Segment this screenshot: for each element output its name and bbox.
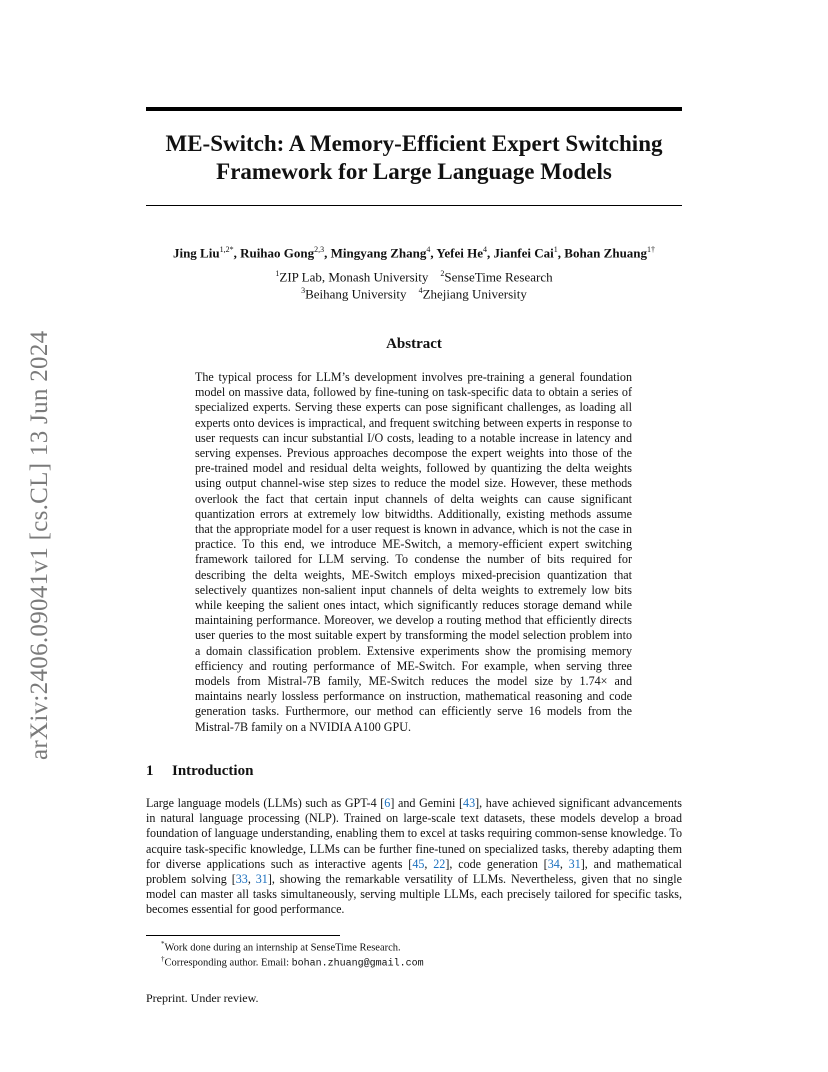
footnote-mark: † [161, 955, 165, 963]
citation-link[interactable]: 6 [384, 796, 391, 810]
citation-link[interactable]: 45 [412, 856, 425, 871]
author-list: Jing Liu$^{1,2*}$, Ruihao Gong$^{2,3}$, Mingyang Zhang$^4$, Yefei He$^4$, Jianfei Cai$^1$, Bohan Zhuang$^{1\dagger}$ [172, 245, 656, 261]
paper-title [146, 130, 682, 186]
citation-link[interactable]: 33 [235, 872, 248, 887]
title-line-2: Framework for Large Language Models [216, 159, 612, 184]
title-line-1: ME-Switch: A Memory-Efficient Expert Switching [165, 131, 663, 156]
section-title: Introduction [172, 763, 254, 779]
author-name: Jing Liu [172, 245, 220, 261]
arxiv-identifier-stamp: arXiv:2406.09041v1 [cs.CL] 13 Jun 2024 [26, 330, 53, 760]
abstract-heading: Abstract [386, 336, 442, 352]
author-name: Yefei He [436, 245, 483, 261]
abstract-text: The typical process for LLM’s development involves pre-training a general foundation model on massive data, followed by fine-tuning on task-specific data to obtain a series of specialized experts. Serving these experts can pose significant challenges, as loading all experts onto devices is impractical, and frequent switching between experts in response to user requests can incur substantial I/O costs, leading to a notable increase in latency and serving expenses. Previous approaches decompose the expert weights into those of the pre-trained model and residual delta weights, followed by quantizing the delta weights using output channel-wise step sizes to reduce the model size. However, these methods overlook the fact that certain input channels of delta weights can cause significant quantization errors at extremely low bitwidths. Additionally, existing methods assume that the appropriate model for a user request is known in advance, which is not the case in practice. To this end, we introduce ME-Switch, a memory-efficient expert switching framework tailored for LLM serving. To condense the number of bits required for describing the delta weights, ME-Switch employs mixed-precision quantization that selectively quantizes non-salient input channels of delta weights to extremely low bits while keeping the salient ones intact, which significantly reduces storage demand while maintaining performance. Moreover, we develop a routing method that efficiently directs user queries to the most suitable expert by transforming the model selection problem into a domain classification problem. Extensive experiments show the promising memory efficiency and routing performance of ME-Switch. For example, when serving three models from Mistral-7B family, ME-Switch reduces the model size by 1.74× and maintains nearly lossless performance on instruction, mathematical reasoning and code generation tasks. Furthermore, our method can efficiently serve 16 models from the Mistral-7B family on a NVIDIA A100 GPU. [195, 370, 632, 734]
author-affil-mark: 1,2* [219, 245, 234, 254]
citation-link[interactable]: 22 [433, 856, 446, 871]
citation-link[interactable]: 43 [463, 796, 476, 810]
preprint-note: Preprint. Under review. [146, 991, 259, 1005]
title-top-rule [146, 107, 682, 111]
footnote-text: Work done during an internship at SenseTime Research. [164, 942, 401, 954]
author-affil-mark: 2,3 [314, 245, 325, 254]
section-number: 1 [146, 763, 154, 779]
citation-link[interactable]: 34 [547, 856, 560, 871]
affiliation-name: ZIP Lab, Monash University [279, 269, 429, 285]
affiliation-name: Zhejiang University [422, 286, 527, 302]
author-affil-mark: 4 [426, 245, 431, 254]
citation-link[interactable]: 31 [568, 856, 581, 871]
affiliation-name: SenseTime Research [444, 269, 553, 285]
citation-link[interactable]: 31 [255, 872, 268, 887]
affiliation-mark: 4 [418, 286, 423, 295]
author-name: Mingyang Zhang [330, 245, 427, 261]
footnote-corresponding-author [161, 953, 424, 971]
email-address[interactable]: bohan.zhuang@gmail.com [291, 958, 424, 970]
affiliation-mark: 1 [275, 269, 280, 278]
author-name: Bohan Zhuang [564, 245, 648, 261]
footnote-rule [146, 935, 340, 936]
footnote-mark: * [161, 940, 165, 948]
title-bottom-rule [146, 205, 682, 206]
author-affil-mark: 4 [482, 245, 487, 254]
footnote-text: Corresponding author. Email: [164, 957, 292, 969]
author-affil-mark: 1 [553, 245, 558, 254]
author-name: Ruihao Gong [240, 245, 315, 261]
introduction-paragraph: Large language models (LLMs) such as GPT-4 [6] and Gemini [43], have achieved significant advancements in natural language processing (NLP). Trained on large-scale text datasets, these models develop a broad foundation of language understanding, enabling them to excel at tasks requiring common-sense knowledge. To acquire task-specific knowledge, LLMs can be further fine-tuned on specialized tasks, thereby adapting them for diverse applications such as interactive agents [45, 22], code generation [34, 31], and mathematical problem solving [33, 31], showing the remarkable versatility of LLMs. Nevertheless, given that no single model can master all tasks simultaneously, serving multiple LLMs, each precisely tailored for specific tasks, becomes essential for good performance. [146, 796, 683, 917]
section-heading-introduction [146, 763, 253, 780]
author-affil-mark: 1† [647, 245, 656, 254]
affiliation-name: Beihang University [305, 286, 407, 302]
affiliation-mark: 3 [301, 286, 306, 295]
author-name: Jianfei Cai [493, 245, 554, 261]
affiliation-mark: 2 [440, 269, 445, 278]
affiliation-line-2 [146, 283, 682, 302]
